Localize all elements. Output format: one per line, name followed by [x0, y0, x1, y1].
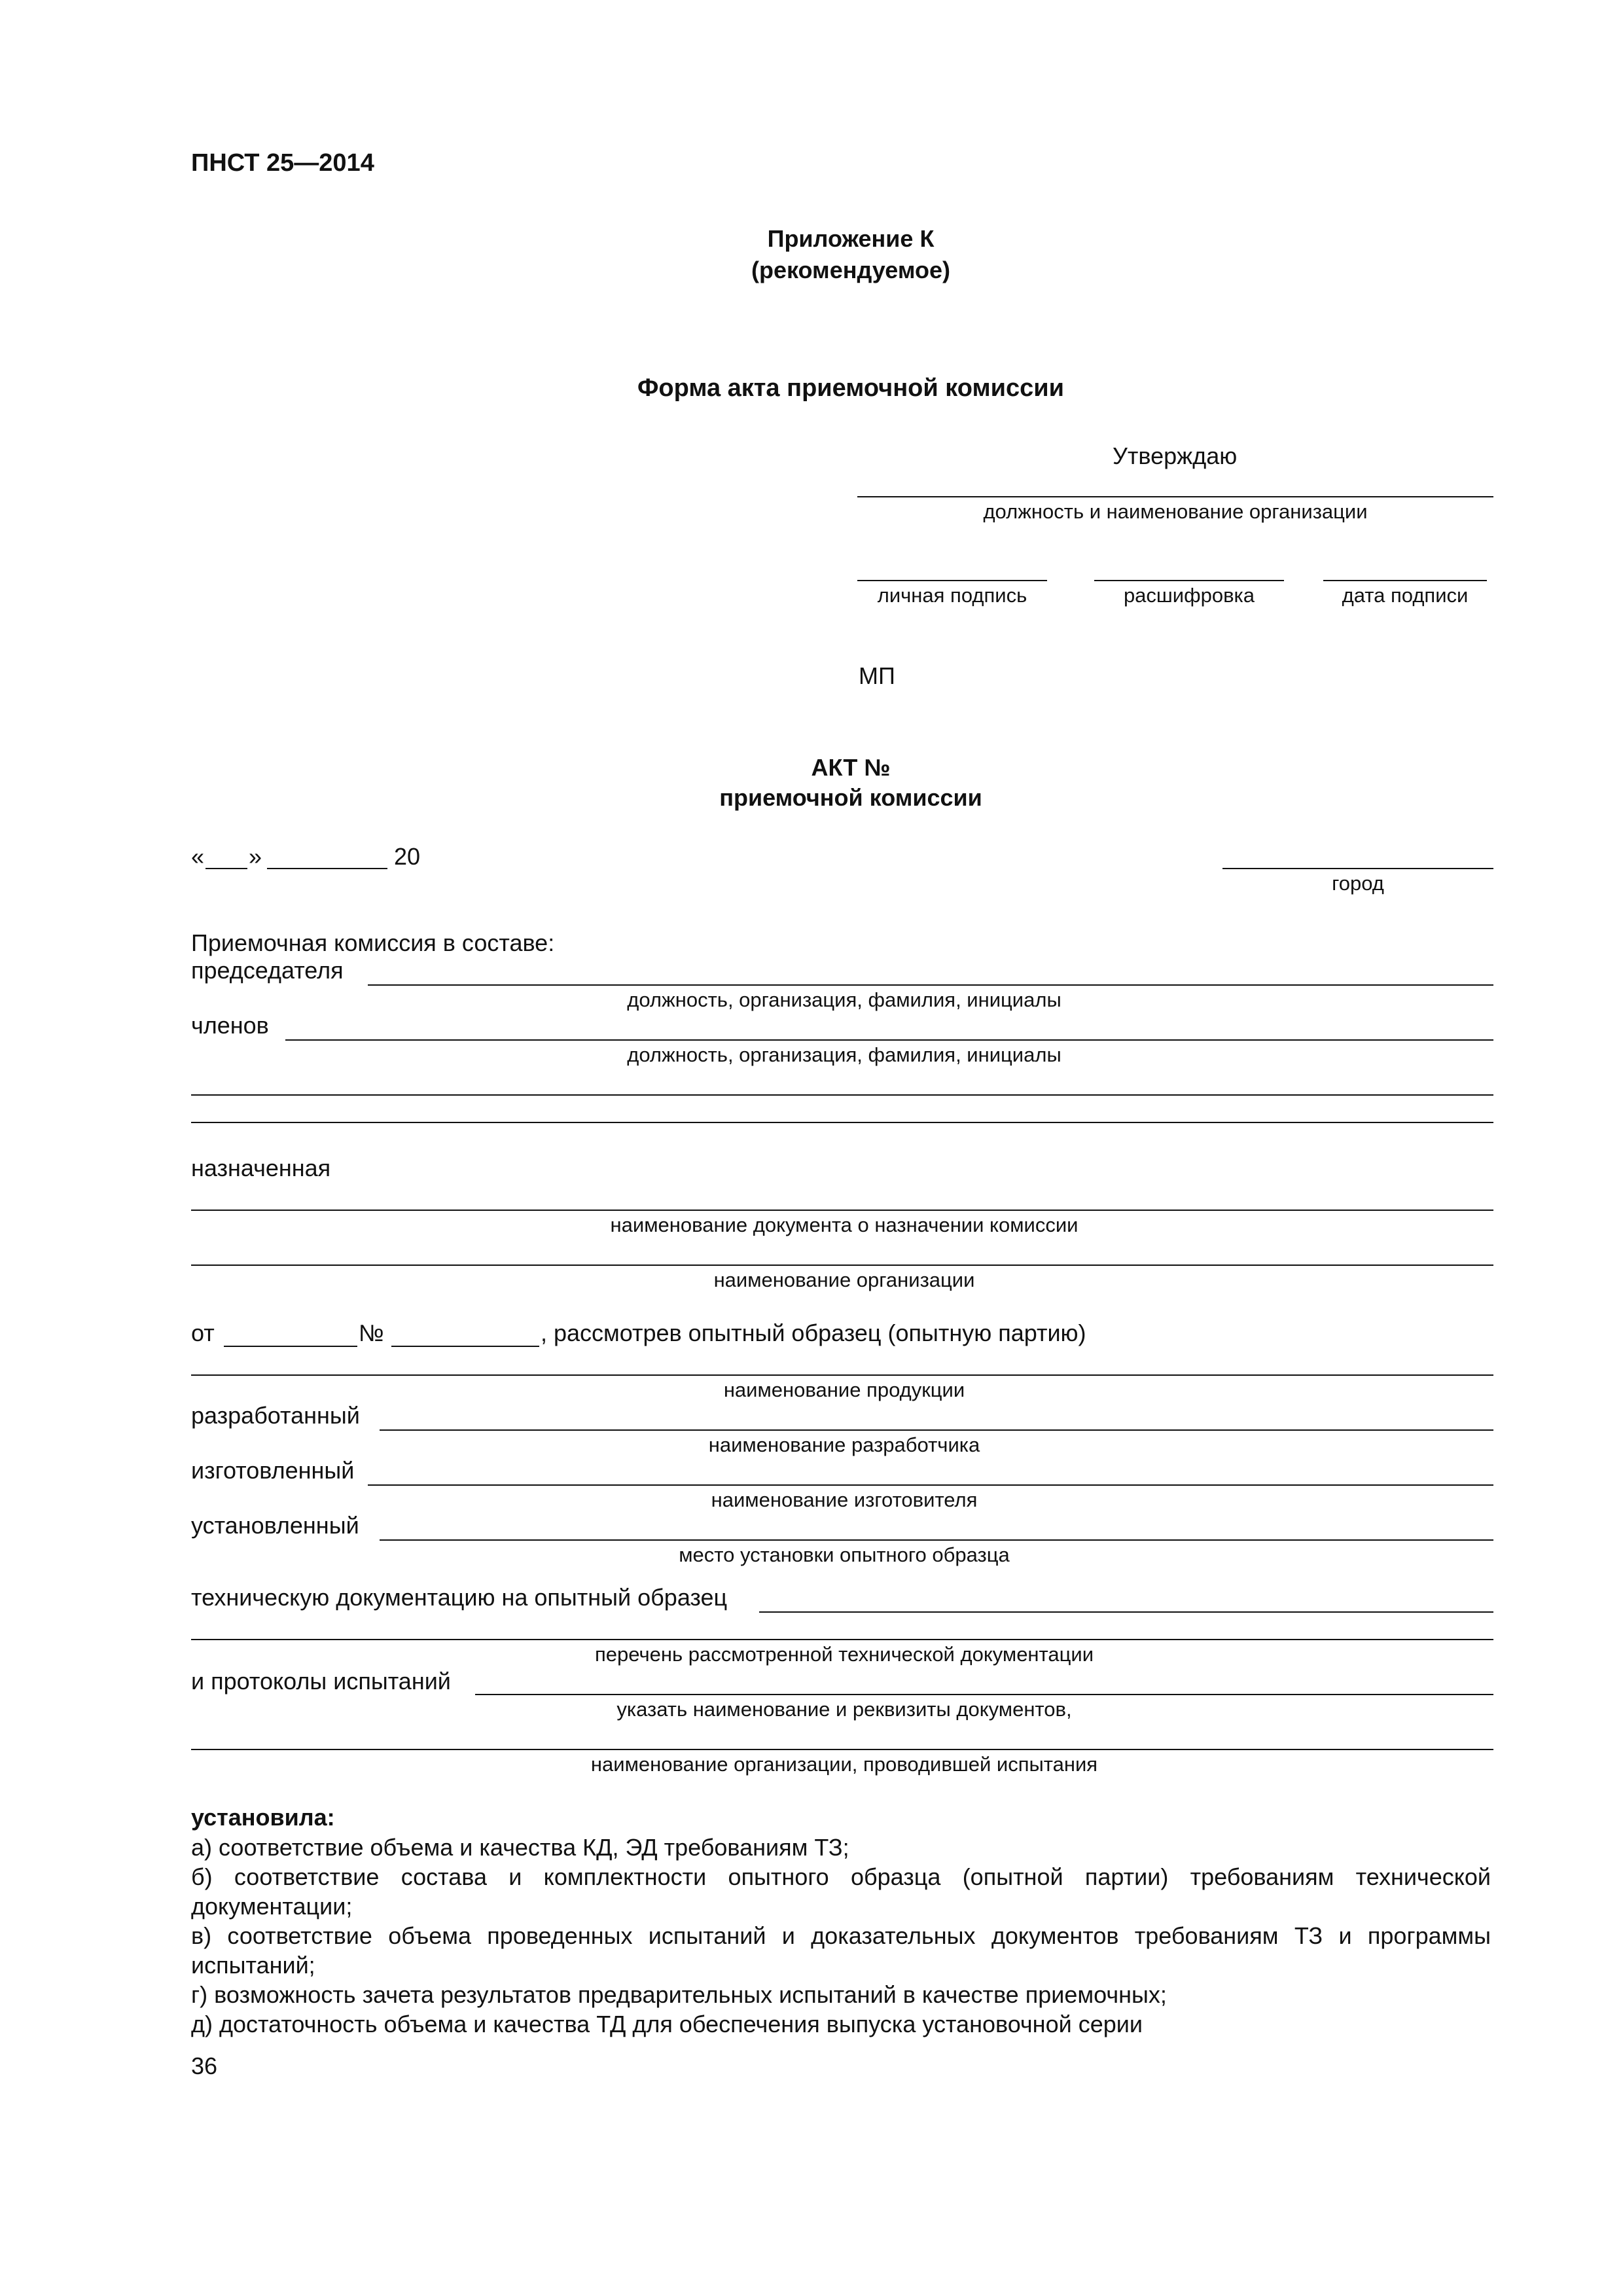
month-line [267, 868, 387, 869]
members-caption: должность, организация, фамилия, инициалы [627, 1043, 1061, 1066]
organization-line [191, 1265, 1493, 1266]
chairman-line [368, 984, 1493, 986]
number-sign: № [359, 1319, 384, 1346]
finding-item: г) возможность зачета результатов предварительных испытаний в качестве приемочных; [191, 1981, 1167, 2008]
tech-docs-line [759, 1611, 1493, 1613]
date-caption: дата подписи [1342, 584, 1469, 607]
appointed-label: назначенная [191, 1155, 331, 1181]
finding-item: д) достаточность объема и качества ТД для обеспечения выпуска установочной серии [191, 2011, 1143, 2037]
approve-label: Утверждаю [1113, 442, 1238, 469]
finding-item: а) соответствие объема и качества КД, ЭД требованиям ТЗ; [191, 1834, 849, 1861]
product-line [191, 1374, 1493, 1376]
position-caption: должность и наименование организации [983, 500, 1368, 523]
organization-caption: наименование организации [713, 1268, 975, 1291]
manufacturer-line [368, 1484, 1493, 1486]
members-line-2 [191, 1094, 1493, 1096]
signature-line [857, 580, 1047, 581]
protocols-label: и протоколы испытаний [191, 1668, 451, 1695]
product-caption: наименование продукции [723, 1378, 965, 1401]
finding-item: в) соответствие объема проведенных испытаний и доказательных документов требованиям ТЗ и программы испытаний; [191, 1922, 1491, 1979]
from-label: от [191, 1319, 215, 1346]
close-quote: » [249, 843, 262, 870]
city-caption: город [1332, 872, 1384, 895]
protocols-line [475, 1694, 1493, 1695]
members-line-3 [191, 1122, 1493, 1123]
stamp-label: МП [859, 662, 895, 689]
position-line [857, 496, 1493, 497]
finding-item: б) соответствие состава и комплектности опытного образца (опытной партии) требованиям технической документации; [191, 1863, 1491, 1920]
members-label: членов [191, 1012, 269, 1039]
commission-intro: Приемочная комиссия в составе: [191, 929, 555, 956]
chairman-label: председателя [191, 957, 344, 984]
testing-org-caption: наименование организации, проводившей испытания [590, 1753, 1098, 1776]
year-prefix: 20 [394, 843, 421, 870]
from-date-line [224, 1346, 357, 1347]
developed-label: разработанный [191, 1402, 360, 1429]
members-line [285, 1039, 1493, 1041]
open-quote: « [191, 843, 205, 870]
form-title: Форма акта приемочной комиссии [637, 374, 1064, 402]
manufactured-label: изготовленный [191, 1457, 355, 1484]
page-number: 36 [191, 2053, 218, 2079]
testing-org-line [191, 1749, 1493, 1750]
city-line [1222, 868, 1493, 869]
findings-list [191, 1833, 1491, 2039]
developer-caption: наименование разработчика [708, 1433, 980, 1456]
findings-heading: установила: [191, 1804, 335, 1831]
decoding-caption: расшифровка [1123, 584, 1255, 607]
location-caption: место установки опытного образца [679, 1543, 1010, 1566]
chairman-caption: должность, организация, фамилия, инициалы [627, 988, 1061, 1011]
review-text: , рассмотрев опытный образец (опытную партию) [541, 1319, 1086, 1346]
act-title: АКТ № [811, 754, 891, 781]
decoding-line [1094, 580, 1284, 581]
appendix-title: Приложение К [767, 225, 935, 252]
appointment-doc-caption: наименование документа о назначении комиссии [610, 1213, 1079, 1236]
act-subtitle: приемочной комиссии [719, 784, 982, 811]
appointment-doc-line [191, 1210, 1493, 1211]
installed-label: установленный [191, 1512, 359, 1539]
appendix-status: (рекомендуемое) [751, 257, 950, 283]
manufacturer-caption: наименование изготовителя [711, 1488, 978, 1511]
developer-line [380, 1429, 1493, 1431]
tech-docs-label: техническую документацию на опытный образец [191, 1584, 728, 1611]
location-line [380, 1539, 1493, 1541]
doc-number-line [391, 1346, 539, 1347]
tech-docs-line-2 [191, 1639, 1493, 1640]
tech-docs-caption: перечень рассмотренной технической документации [594, 1643, 1094, 1666]
protocols-caption: указать наименование и реквизиты документов, [616, 1698, 1072, 1721]
signature-caption: личная подпись [877, 584, 1027, 607]
document-code: ПНСТ 25—2014 [191, 149, 374, 177]
date-line [1323, 580, 1487, 581]
day-line [205, 868, 247, 869]
